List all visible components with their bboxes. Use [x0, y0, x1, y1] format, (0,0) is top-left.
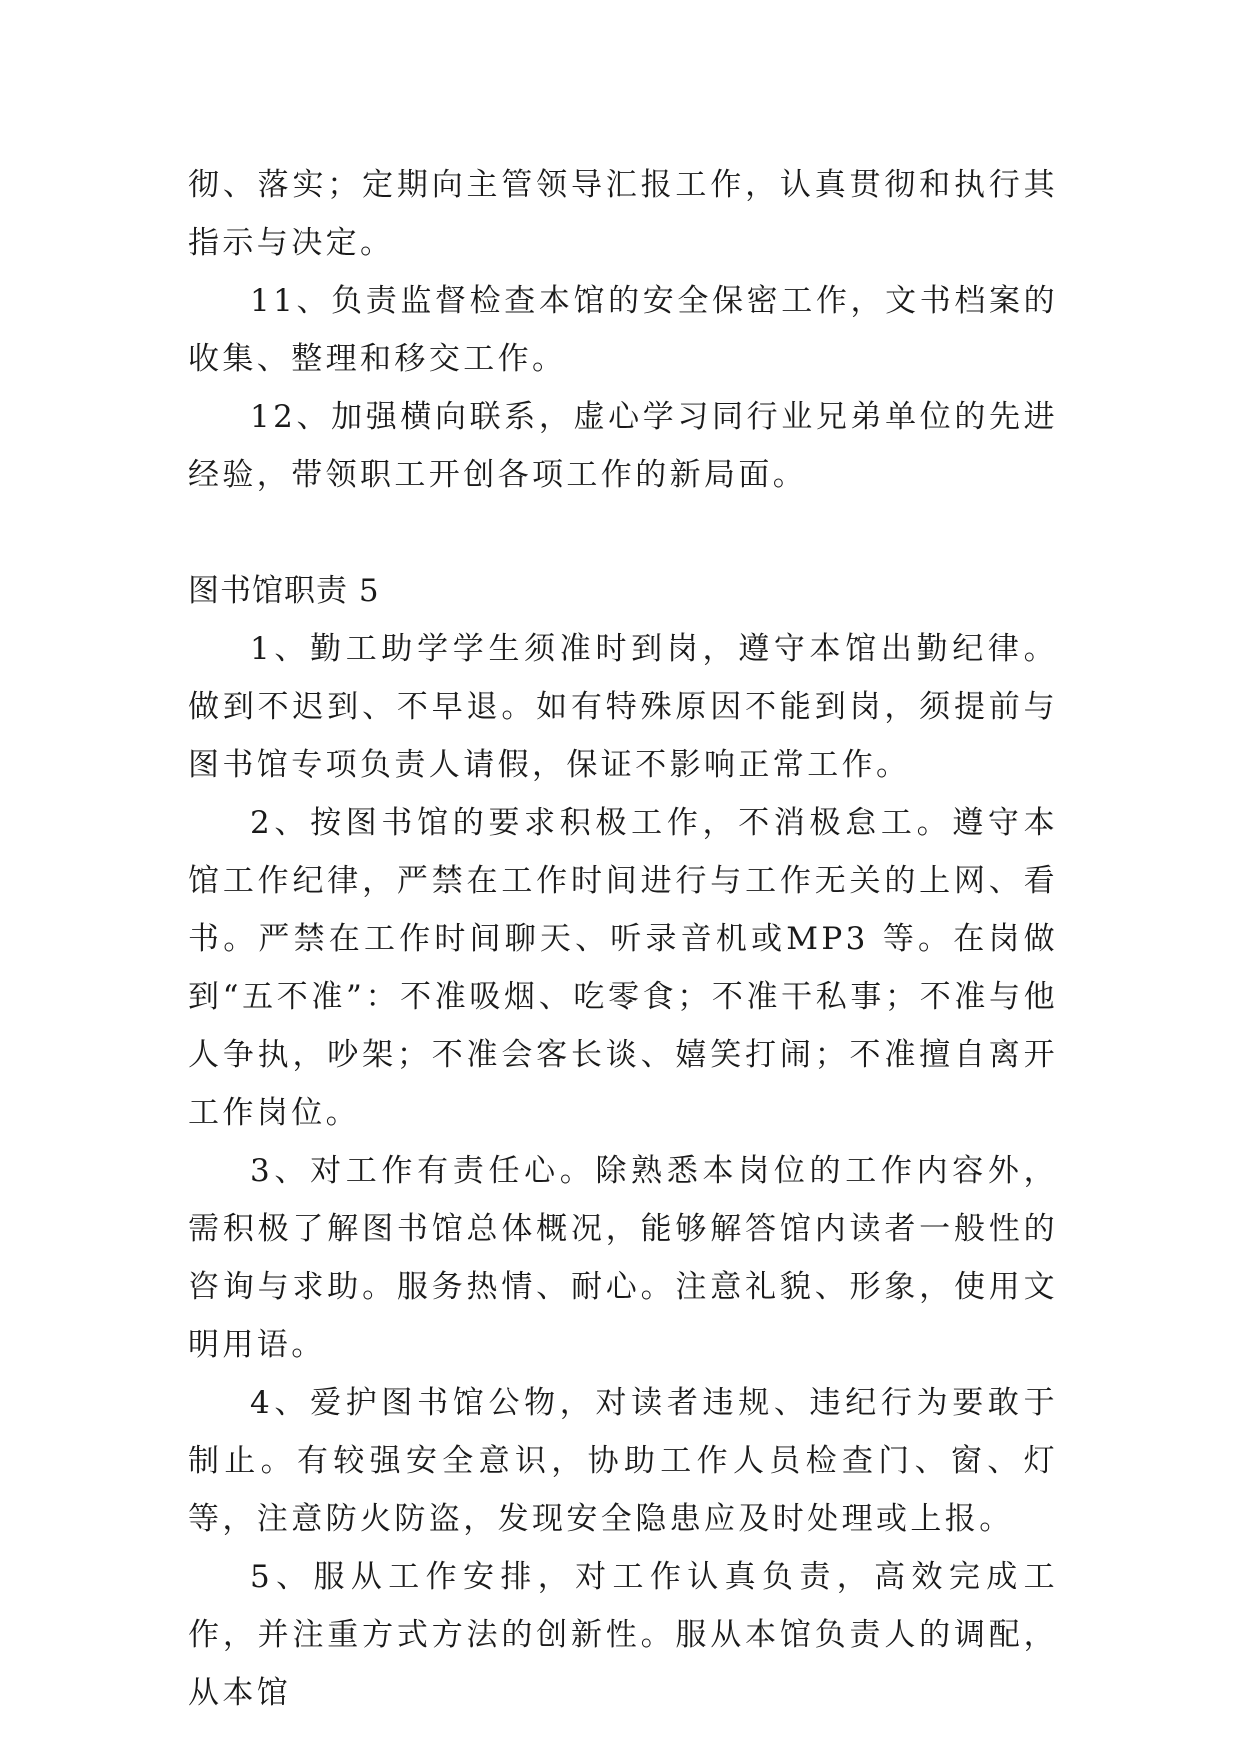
section-title: 图书馆职责 5	[188, 573, 380, 609]
section-item-4: 4、爱护图书馆公物，对读者违规、违纪行为要敢于制止。有较强安全意识，协助工作人员检查门、窗、灯等，注意防火防盗，发现安全隐患应及时处理或上报。	[188, 1385, 1058, 1537]
duty-item-12: 12、加强横向联系，虚心学习同行业兄弟单位的先进经验，带领职工开创各项工作的新局面。	[188, 399, 1058, 493]
section-item-2: 2、按图书馆的要求积极工作，不消极怠工。遵守本馆工作纪律，严禁在工作时间进行与工作无关的上网、看书。严禁在工作时间聊天、听录音机或MP3 等。在岗做到“五不准”：不准吸烟、吃零食；不准干私事；不准与他人争执，吵架；不准会客长谈、嬉笑打闹；不准擅自离开工作岗位。	[188, 805, 1058, 1131]
section-item-3: 3、对工作有责任心。除熟悉本岗位的工作内容外，需积极了解图书馆总体概况，能够解答馆内读者一般性的咨询与求助。服务热情、耐心。注意礼貌、形象，使用文明用语。	[188, 1153, 1058, 1363]
continuation-paragraph: 彻、落实；定期向主管领导汇报工作，认真贯彻和执行其指示与决定。	[188, 167, 1058, 261]
section-item-5: 5、服从工作安排，对工作认真负责，高效完成工作，并注重方式方法的创新性。服从本馆负责人的调配，从本馆	[188, 1559, 1058, 1711]
document-body	[188, 156, 1058, 1722]
duty-item-11: 11、负责监督检查本馆的安全保密工作，文书档案的收集、整理和移交工作。	[188, 283, 1058, 377]
section-item-1: 1、勤工助学学生须准时到岗，遵守本馆出勤纪律。做到不迟到、不早退。如有特殊原因不能到岗，须提前与图书馆专项负责人请假，保证不影响正常工作。	[188, 631, 1058, 783]
